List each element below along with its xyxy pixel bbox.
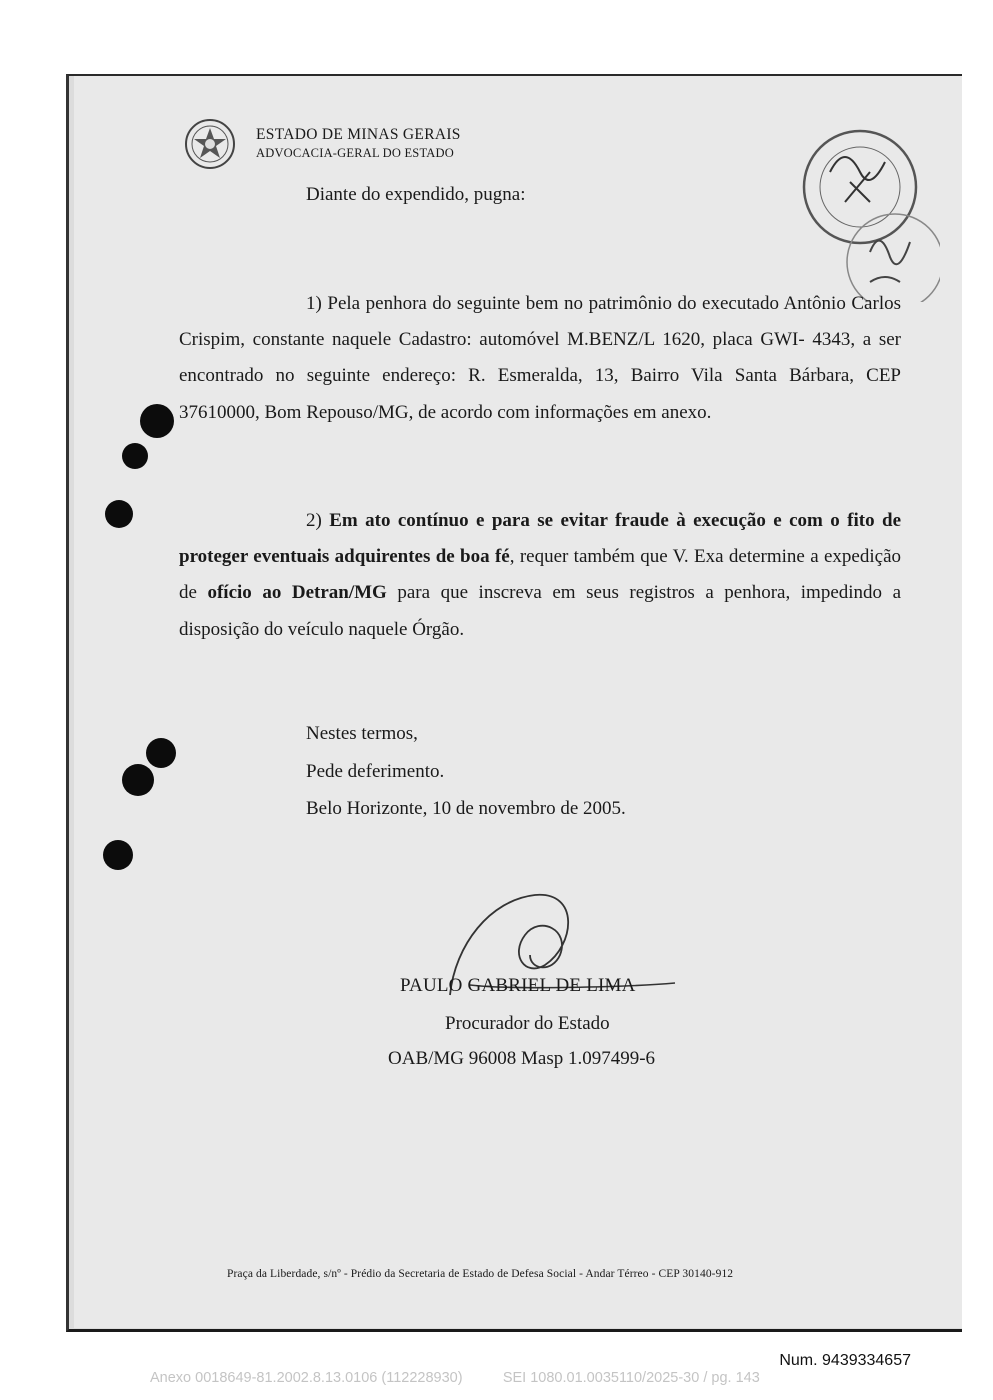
item-2-prefix: 2) [306, 510, 330, 531]
header-dept: ADVOCACIA-GERAL DO ESTADO [256, 146, 454, 160]
item-2-paragraph [179, 503, 901, 648]
court-stamp [800, 112, 940, 302]
item-2-end: para que inscreva em seus registros a penhora, impedindo a disposição do veículo naquele Órgão. [179, 582, 901, 640]
signatory-title: Procurador do Estado [445, 1013, 610, 1034]
item-2-bold-clause: Em ato contínuo e para se evitar fraude à execução e com o fito de proteger eventuais adquirentes de boa fé [179, 510, 901, 568]
signatory-name: PAULO GABRIEL DE LIMA [400, 975, 636, 996]
punch-hole [146, 738, 176, 768]
coat-of-arms-seal-icon [184, 118, 236, 170]
footer-address: Praça da Liberdade, s/nº - Prédio da Secretaria de Estado de Defesa Social - Andar Térreo - CEP 30140-912 [227, 1268, 734, 1280]
document-number: Num. 9439334657 [779, 1352, 911, 1369]
item-2-bold-office: ofício ao Detran/MG [207, 582, 387, 604]
place-date: Belo Horizonte, 10 de novembro de 2005. [306, 798, 626, 819]
signatory-registration: OAB/MG 96008 Masp 1.097499-6 [388, 1048, 656, 1069]
intro-text: Diante do expendido, pugna: [306, 184, 526, 205]
closing-terms: Nestes termos, [306, 723, 418, 744]
header-org: ESTADO DE MINAS GERAIS [256, 126, 461, 143]
item-2-middle: , requer também que V. Exa determine a expedição de [179, 546, 901, 604]
punch-hole [122, 443, 148, 469]
punch-hole [103, 840, 133, 870]
sei-reference: Anexo 0018649-81.2002.8.13.0106 (112228930) SEI 1080.01.0035110/2025-30 / pg. 143 [150, 1370, 760, 1386]
closing-request: Pede deferimento. [306, 761, 445, 782]
punch-hole [122, 764, 154, 796]
item-1-paragraph: 1) Pela penhora do seguinte bem no patrimônio do executado Antônio Carlos Crispim, constante naquele Cadastro: automóvel M.BENZ/L 1620, placa GWI- 4343, a ser encontrado no seguinte endereço: R. Esmeralda, 13, Bairro Vila Santa Bárbara, CEP 37610000, Bom Repouso/MG, de acordo com informações em anexo. [179, 293, 901, 423]
punch-hole [105, 500, 133, 528]
punch-hole [140, 404, 174, 438]
